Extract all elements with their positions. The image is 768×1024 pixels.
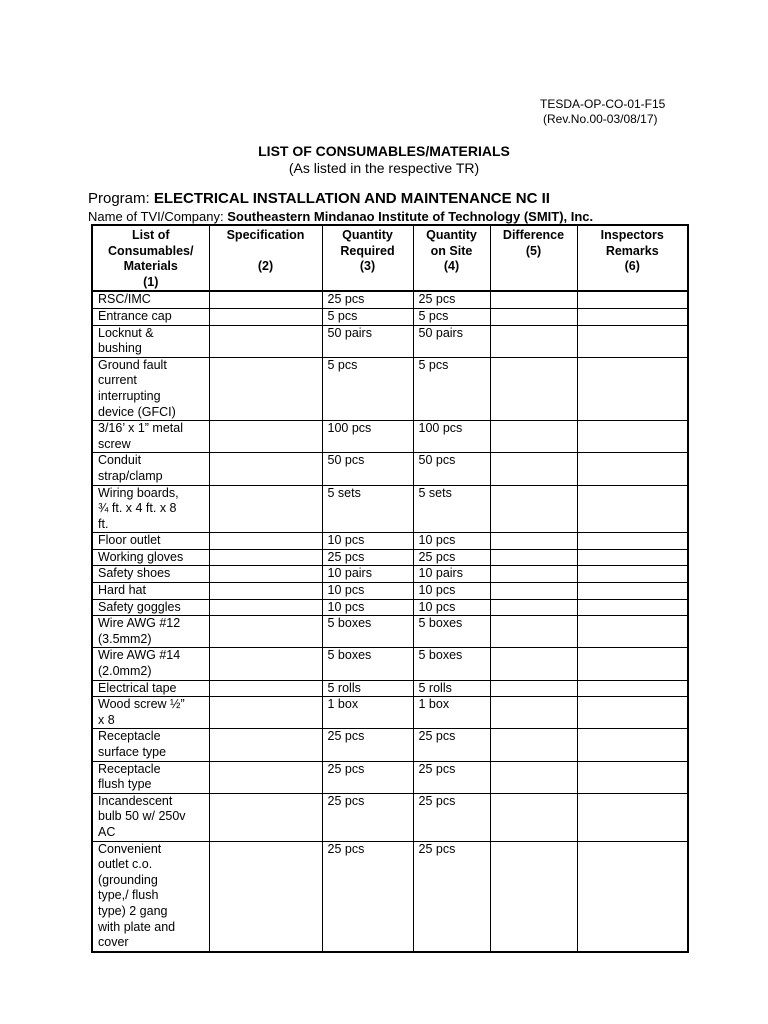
header-line: (2) <box>257 259 274 274</box>
item-cell: Floor outlet <box>92 533 209 550</box>
specification-cell <box>209 729 322 761</box>
header-line: Difference <box>502 228 565 242</box>
header-line: Inspectors <box>600 228 664 242</box>
remarks-cell <box>577 485 688 533</box>
table-row <box>92 616 688 648</box>
qty-onsite-cell: 5 pcs <box>413 308 490 325</box>
table-row <box>92 583 688 600</box>
qty-onsite-cell: 25 pcs <box>413 793 490 841</box>
qty-required-cell: 25 pcs <box>322 793 413 841</box>
remarks-cell <box>577 291 688 308</box>
qty-onsite-cell: 5 sets <box>413 485 490 533</box>
difference-cell <box>490 841 577 952</box>
remarks-cell <box>577 616 688 648</box>
table-row <box>92 680 688 697</box>
qty-required-cell: 5 pcs <box>322 308 413 325</box>
remarks-cell <box>577 357 688 420</box>
specification-cell <box>209 325 322 357</box>
header-line: Materials <box>123 259 178 274</box>
item-cell: 3/16’ x 1” metal screw <box>92 421 209 453</box>
table-body <box>92 291 688 951</box>
qty-required-cell: 10 pcs <box>322 599 413 616</box>
item-cell: Entrance cap <box>92 308 209 325</box>
qty-onsite-cell: 25 pcs <box>413 291 490 308</box>
remarks-cell <box>577 841 688 952</box>
specification-cell <box>209 616 322 648</box>
header-line: (1) <box>143 274 159 289</box>
difference-cell <box>490 648 577 680</box>
table-row <box>92 357 688 420</box>
remarks-cell <box>577 421 688 453</box>
header-line: Specification <box>226 228 305 242</box>
qty-required-cell: 10 pairs <box>322 566 413 583</box>
header-line: (6) <box>624 259 640 274</box>
qty-onsite-cell: 25 pcs <box>413 761 490 793</box>
specification-cell <box>209 357 322 420</box>
specification-cell <box>209 583 322 600</box>
form-code-block <box>540 97 665 127</box>
document-subtitle: (As listed in the respective TR) <box>288 160 480 176</box>
header-line: (4) <box>443 259 460 274</box>
header-line: Quantity <box>426 228 477 242</box>
qty-onsite-cell: 10 pcs <box>413 599 490 616</box>
program-value: ELECTRICAL INSTALLATION AND MAINTENANCE NC II <box>153 190 550 207</box>
qty-required-cell: 5 boxes <box>322 616 413 648</box>
specification-cell <box>209 308 322 325</box>
col-specification-header <box>209 225 322 291</box>
qty-required-cell: 25 pcs <box>322 761 413 793</box>
difference-cell <box>490 697 577 729</box>
qty-onsite-cell: 5 boxes <box>413 648 490 680</box>
qty-onsite-cell: 5 rolls <box>413 680 490 697</box>
table-row <box>92 421 688 453</box>
difference-cell <box>490 616 577 648</box>
remarks-cell <box>577 566 688 583</box>
qty-required-cell: 1 box <box>322 697 413 729</box>
specification-cell <box>209 680 322 697</box>
item-cell: Safety goggles <box>92 599 209 616</box>
document-title: LIST OF CONSUMABLES/MATERIALS <box>258 143 510 159</box>
remarks-cell <box>577 599 688 616</box>
specification-cell <box>209 533 322 550</box>
item-cell: Locknut & bushing <box>92 325 209 357</box>
col-qty-required-header <box>322 225 413 291</box>
specification-cell <box>209 421 322 453</box>
item-cell: Incandescent bulb 50 w/ 250v AC <box>92 793 209 841</box>
remarks-cell <box>577 761 688 793</box>
header-line: on Site <box>430 243 473 258</box>
qty-required-cell: 25 pcs <box>322 291 413 308</box>
item-cell: Ground fault current interrupting device (GFCI) <box>92 357 209 420</box>
remarks-cell <box>577 533 688 550</box>
table-row <box>92 308 688 325</box>
difference-cell <box>490 599 577 616</box>
qty-required-cell: 5 rolls <box>322 680 413 697</box>
col-remarks-header <box>577 225 688 291</box>
item-cell: Safety shoes <box>92 566 209 583</box>
difference-cell <box>490 325 577 357</box>
qty-required-cell: 25 pcs <box>322 729 413 761</box>
item-cell: Receptacle surface type <box>92 729 209 761</box>
specification-cell <box>209 761 322 793</box>
form-code: TESDA-OP-CO-01-F15 <box>540 97 666 111</box>
difference-cell <box>490 793 577 841</box>
difference-cell <box>490 453 577 485</box>
table-row <box>92 841 688 952</box>
tvi-value: Southeastern Mindanao Institute of Technology (SMIT), Inc. <box>227 209 594 224</box>
header-line: Quantity <box>342 228 393 242</box>
difference-cell <box>490 485 577 533</box>
table-row <box>92 648 688 680</box>
qty-onsite-cell: 25 pcs <box>413 841 490 952</box>
item-cell: Wire AWG #12 (3.5mm2) <box>92 616 209 648</box>
header-line: Remarks <box>605 243 659 258</box>
qty-required-cell: 100 pcs <box>322 421 413 453</box>
header-line: (5) <box>525 243 542 258</box>
specification-cell <box>209 599 322 616</box>
specification-cell <box>209 485 322 533</box>
item-cell: RSC/IMC <box>92 291 209 308</box>
qty-required-cell: 5 boxes <box>322 648 413 680</box>
specification-cell <box>209 549 322 566</box>
remarks-cell <box>577 453 688 485</box>
specification-cell <box>209 697 322 729</box>
difference-cell <box>490 549 577 566</box>
table-row <box>92 325 688 357</box>
program-line <box>88 190 550 207</box>
col-qty-onsite-header <box>413 225 490 291</box>
remarks-cell <box>577 793 688 841</box>
table-row <box>92 291 688 308</box>
qty-required-cell: 10 pcs <box>322 583 413 600</box>
specification-cell <box>209 566 322 583</box>
specification-cell <box>209 841 322 952</box>
qty-onsite-cell: 10 pcs <box>413 533 490 550</box>
item-cell: Conduit strap/clamp <box>92 453 209 485</box>
qty-required-cell: 25 pcs <box>322 841 413 952</box>
qty-required-cell: 50 pairs <box>322 325 413 357</box>
item-cell: Hard hat <box>92 583 209 600</box>
item-cell: Wire AWG #14 (2.0mm2) <box>92 648 209 680</box>
qty-onsite-cell: 50 pairs <box>413 325 490 357</box>
table-row <box>92 599 688 616</box>
difference-cell <box>490 421 577 453</box>
remarks-cell <box>577 308 688 325</box>
difference-cell <box>490 357 577 420</box>
table-row <box>92 453 688 485</box>
remarks-cell <box>577 325 688 357</box>
qty-onsite-cell: 100 pcs <box>413 421 490 453</box>
item-cell: Wood screw ½” x 8 <box>92 697 209 729</box>
remarks-cell <box>577 697 688 729</box>
header-line: (3) <box>359 259 376 274</box>
difference-cell <box>490 729 577 761</box>
specification-cell <box>209 453 322 485</box>
difference-cell <box>490 680 577 697</box>
qty-onsite-cell: 25 pcs <box>413 729 490 761</box>
header-line: Required <box>340 243 395 258</box>
difference-cell <box>490 533 577 550</box>
table-header <box>92 225 688 291</box>
qty-required-cell: 10 pcs <box>322 533 413 550</box>
remarks-cell <box>577 549 688 566</box>
remarks-cell <box>577 583 688 600</box>
table-row <box>92 533 688 550</box>
col-difference-header <box>490 225 577 291</box>
item-cell: Receptacle flush type <box>92 761 209 793</box>
col-item-header <box>92 225 209 291</box>
difference-cell <box>490 583 577 600</box>
qty-onsite-cell: 10 pairs <box>413 566 490 583</box>
table-row <box>92 793 688 841</box>
remarks-cell <box>577 680 688 697</box>
qty-required-cell: 5 sets <box>322 485 413 533</box>
qty-required-cell: 50 pcs <box>322 453 413 485</box>
specification-cell <box>209 291 322 308</box>
difference-cell <box>490 761 577 793</box>
header-line: List of <box>132 228 170 242</box>
tvi-line <box>88 209 593 224</box>
tvi-label: Name of TVI/Company: <box>88 209 224 224</box>
item-cell: Convenient outlet c.o. (grounding type,/ flush type) 2 gang with plate and cover <box>92 841 209 952</box>
revision-number: (Rev.No.00-03/08/17) <box>543 112 658 126</box>
table-row <box>92 761 688 793</box>
header-line: Consumables/ <box>108 243 194 258</box>
remarks-cell <box>577 729 688 761</box>
remarks-cell <box>577 648 688 680</box>
item-cell: Wiring boards, ¾ ft. x 4 ft. x 8 ft. <box>92 485 209 533</box>
qty-onsite-cell: 25 pcs <box>413 549 490 566</box>
difference-cell <box>490 308 577 325</box>
qty-required-cell: 5 pcs <box>322 357 413 420</box>
program-label: Program: <box>88 190 150 207</box>
table-row <box>92 549 688 566</box>
header-row <box>92 225 688 291</box>
item-cell: Working gloves <box>92 549 209 566</box>
materials-table <box>91 224 689 953</box>
qty-onsite-cell: 1 box <box>413 697 490 729</box>
table-row <box>92 697 688 729</box>
table-row <box>92 485 688 533</box>
qty-onsite-cell: 10 pcs <box>413 583 490 600</box>
qty-onsite-cell: 50 pcs <box>413 453 490 485</box>
difference-cell <box>490 291 577 308</box>
specification-cell <box>209 648 322 680</box>
header-line <box>212 244 320 260</box>
qty-required-cell: 25 pcs <box>322 549 413 566</box>
table-row <box>92 729 688 761</box>
qty-onsite-cell: 5 boxes <box>413 616 490 648</box>
difference-cell <box>490 566 577 583</box>
item-cell: Electrical tape <box>92 680 209 697</box>
qty-onsite-cell: 5 pcs <box>413 357 490 420</box>
specification-cell <box>209 793 322 841</box>
table-row <box>92 566 688 583</box>
